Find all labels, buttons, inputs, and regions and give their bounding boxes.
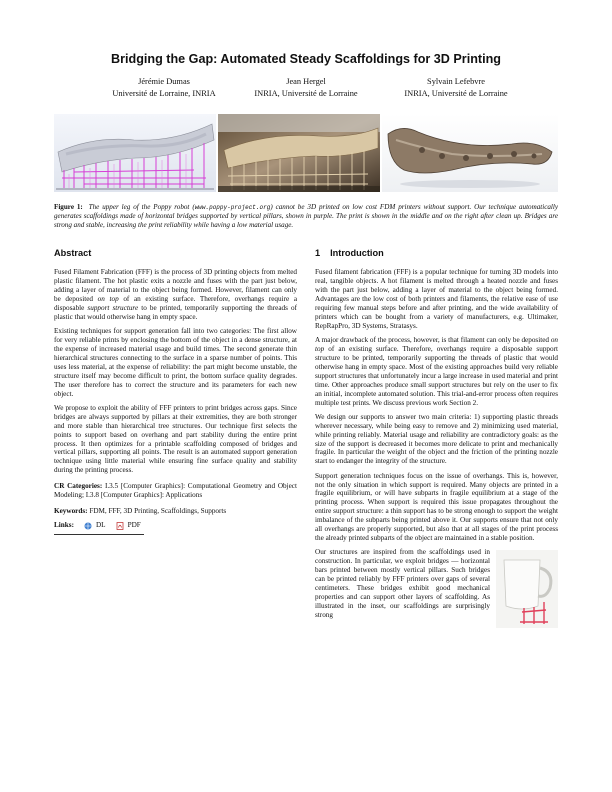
caption-text: ) cannot be 3D printed on low cost FDM printers without support. Our technique automatically generates scaffoldings made of horizontal bridges supported by vertical pillars, shown in purple. The print is shown in the middle and on the right after clean up. Bridges are strong and stable, increasing the print reliability while having a low material usage. — [54, 203, 558, 230]
intro-paragraph: Fused filament fabrication (FFF) is a popular technique for turning 3D models into real, tangible objects. A hot filament is melted through a heated nozzle and fuses with the part just below, adding a layer of material to the object being formed. Advantages are the low cost of both printers and filaments, the relative ease of use requiring few manual steps before and after printing, and the wide availability of printers which can be bought from a variety of manufacturers, e.g. Ultimaker, RepRapPro, 3D Systems, Stratasys. — [315, 268, 558, 330]
links-row — [54, 521, 297, 530]
pdf-icon — [116, 522, 124, 530]
keywords — [54, 507, 297, 516]
intro-paragraph-text: Our structures are inspired from the scaffoldings used in construction. In particular, we exploit bridges — horizontal bars printed between mostly vertical pillars. Such bridges can be printed reliably by FFF printers over gaps of several centimeters. These bridges exhibit good mechanical properties and can support other layers of scaffolding. As illustrated in the inset, our scaffoldings are surprisingly strong — [315, 548, 490, 620]
emphasis: on top — [315, 335, 558, 353]
author-affiliation: INRIA, Université de Lorraine — [254, 88, 358, 98]
abstract-heading: Abstract — [54, 248, 92, 258]
section-title: Introduction — [330, 248, 384, 258]
text-run: to be printed, temporarily supporting the threads of plastic that would otherwise hang in empty space. — [54, 303, 297, 321]
intro-paragraph: Support generation techniques focus on the issue of overhangs. This is, however, not the only situation in which support is required. Many objects are printed in a fragile equilibrium, or will have subparts in fragile equilibrium at a stage of the printing process. When support is required this issue propagates throughout the entire support structure: a thin support has to be strong enough to support the weight imbalance of the subparts being printed above it. Our supports ensure that not only all overhangs are properly supported, but also that at all stages of the print process the already printed subparts of the object are maintained in a stable position. — [315, 471, 558, 543]
author-affiliation: INRIA, Université de Lorraine — [404, 88, 508, 98]
author-name: Jean Hergel — [286, 77, 326, 86]
intro-paragraph: We design our supports to answer two main criteria: 1) supporting plastic threads wherever necessary, while being easy to remove and 2) minimizing used material, while printing reliably. Material usage and reliability are contradictory goals: as the size of the support is decreased it becomes more delicate to print and mechanically fragile. In particular the weight of the object and the friction of the printing nozzle start to endanger the integrity of the structure. — [315, 412, 558, 466]
intro-paragraph-with-inset — [315, 548, 558, 620]
author-name: Sylvain Lefebvre — [427, 77, 485, 86]
text-run: of an existing surface. Therefore, overhangs require a disposable — [54, 294, 298, 312]
mug-inset-photo — [496, 550, 558, 628]
pdf-link[interactable]: PDF — [127, 521, 141, 530]
caption-text: The upper leg of the Poppy robot ( — [88, 203, 195, 211]
abstract-paragraph: Existing techniques for support generation fall into two categories: The first allow for very reliable prints by enclosing the bottom of the object in a dense structure, at the expense of increased material usage and build times. The second generate thin hierarchical structures connecting to the surface in a sparse number of points. This uses less material, at the expense of reliability: the part might become unstable, the structure itself may become difficult to print, the bottom surface quality degrades. The user therefore has to correct the structure and its parameters for each new object. — [54, 326, 297, 398]
text-run: of an existing surface. Therefore, overhangs require a disposable support structure to be printed, temporarily supporting the threads of plastic that would otherwise hang in empty space. Most of the existing approaches build very reliable support structures that unfortunately incur a large increase in used material and print time. Other approaches produce small support structures but rely on the user to fix an initial, incomplete automated solution. This trial-and-error process often requires multiple test prints. We discuss previous work Section 2. — [315, 344, 558, 407]
text-run: A major drawback of the process, however, is that filament can only be deposited — [315, 335, 551, 344]
section-number: 1 — [315, 248, 321, 258]
caption-url[interactable]: www.poppy-project.org — [194, 204, 271, 211]
cr-categories — [54, 482, 297, 500]
figure-label: Figure 1: — [54, 203, 83, 211]
paper-title: Bridging the Gap: Automated Steady Scaffoldings for 3D Printing — [111, 52, 501, 66]
figure-render-scaffolding — [54, 114, 216, 192]
keywords-label: Keywords: — [54, 507, 88, 516]
text-run: Fused Filament Fabrication (FFF) is the process of 3D printing objects from melted plastic filament. The hot plastic exits a nozzle and fuses with the part just below, adding a layer of material to the object being formed. However, filament can only be deposited — [54, 268, 297, 303]
cr-label: CR Categories: — [54, 482, 103, 491]
intro-paragraph — [315, 336, 558, 408]
abstract-paragraph: We propose to exploit the ability of FFF printers to print bridges across gaps. Since bridges are always supported by pillars at their extremities, they are both stronger and more stable than hierarchical tree structures. Our technique first selects the points to support based on overhang and part stability during the entire print process. It then optimizes for a printable scaffolding composed of bridges and vertical pillars, supporting all points. The result is an automated support generation technique using little material while ensuring fine surface quality and stability during the printing process. — [54, 403, 297, 475]
figure-photo-print — [218, 114, 380, 192]
emphasis: on top — [97, 294, 119, 303]
introduction-heading — [315, 245, 558, 268]
author-block — [356, 76, 556, 99]
author-name: Jérémie Dumas — [138, 77, 190, 86]
figure-caption — [54, 203, 558, 231]
keywords-text: FDM, FFF, 3D Printing, Scaffoldings, Supports — [89, 507, 227, 516]
dl-link[interactable]: DL — [95, 521, 106, 530]
abstract-column — [54, 245, 297, 535]
emphasis: support structure — [87, 303, 139, 312]
author-affiliation: Université de Lorraine, INRIA — [112, 88, 216, 98]
introduction-column — [315, 245, 558, 630]
footnote-rule — [54, 534, 144, 535]
links-label: Links: — [54, 521, 74, 530]
globe-icon — [84, 522, 92, 530]
abstract-paragraph — [54, 268, 297, 322]
cr-text: I.3.5 [Computer Graphics]: Computational Geometry and Object Modeling; I.3.8 [Computer Graphics]: Applications — [54, 482, 297, 500]
figure-photo-cleaned — [382, 114, 558, 192]
